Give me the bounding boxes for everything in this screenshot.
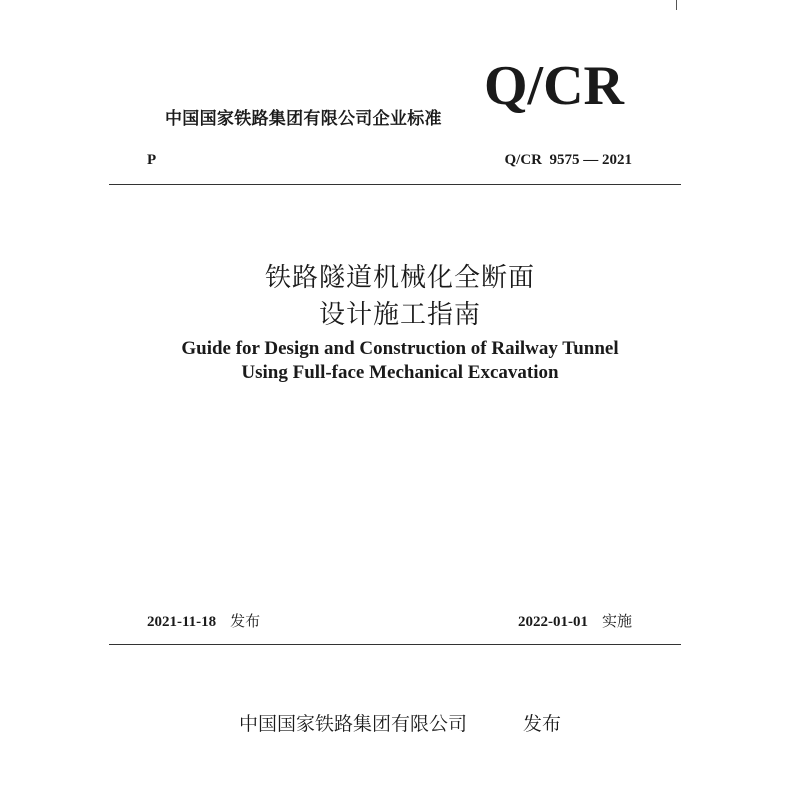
standard-mark: Q/CR bbox=[484, 55, 624, 117]
title-english-line-2: Using Full-face Mechanical Excavation bbox=[241, 362, 559, 383]
issue-date: 2021-11-18 bbox=[147, 614, 217, 630]
header-divider bbox=[109, 184, 681, 185]
publisher-line bbox=[0, 709, 800, 736]
footer-divider bbox=[109, 644, 681, 645]
issue-date-block bbox=[147, 610, 260, 631]
issue-label: 发布 bbox=[230, 612, 261, 630]
title-chinese-line-1: 铁路隧道机械化全断面 bbox=[264, 263, 535, 293]
implementation-date: 2022-01-01 bbox=[517, 614, 588, 630]
crop-mark bbox=[676, 0, 677, 10]
standard-number: Q/CR 9575 — 2021 bbox=[504, 152, 632, 168]
publisher-label: 发布 bbox=[523, 713, 562, 735]
classification-code: P bbox=[147, 152, 157, 168]
implementation-date-block bbox=[518, 610, 632, 631]
publisher-name: 中国国家铁路集团有限公司 bbox=[238, 713, 467, 735]
title-chinese-line-2: 设计施工指南 bbox=[318, 300, 481, 330]
title-english-line-1: Guide for Design and Construction of Railway Tunnel bbox=[181, 338, 619, 359]
implementation-label: 实施 bbox=[601, 612, 632, 630]
standard-organization: 中国国家铁路集团有限公司企业标准 bbox=[165, 109, 442, 129]
